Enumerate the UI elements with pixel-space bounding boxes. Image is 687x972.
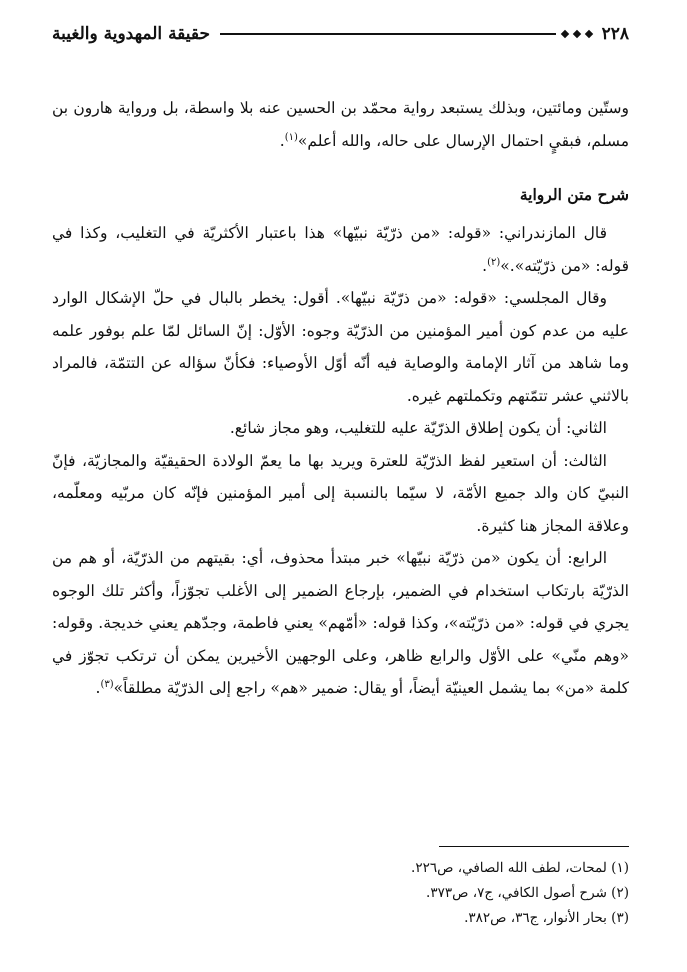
paragraph-second: الثاني: أن يكون إطلاق الذرّيّة عليه للتغليب، وهو مجاز شائع.	[229, 419, 607, 437]
running-header	[52, 20, 629, 48]
header-rule	[220, 31, 592, 37]
header-line	[220, 33, 556, 35]
paragraph-continuation: وستّين ومائتين، وبذلك يستبعد رواية محمّد بن الحسين عنه بلا واسطة، بل ورواية هارون بن مسلم، فبقيٍ احتمال الإرسال على حاله، والله أعلم»$^{(١)}$.	[52, 99, 629, 150]
paragraph-fourth: الرابع: أن يكون «من ذرّيّة نبيّها» خبر مبتدأ محذوف، أي: بقيتهم من الذرّيّة، أو هم من الذرّيّة بارتكاب استخدام في الضمير، بإرجاع الضمير إلى الأغلب تجوّزاً، وأكثر تلك الوجوه يجري في قوله: «من ذرّيّته»، وكذا قوله: «أمّهم» يعني فاطمة، وجدّهم يعني خديجة. وقوله: «وهم منّي» على الأوّل والرابع ظاهر، وعلى الوجهين الأخيرين يمكن أن ترتكب تجوّز في كلمة «من» بما يشمل العينيّة أيضاً، أو يقال: ضمير «هم» راجع إلى الذرّيّة مطلقاً»$^{(٣)}$.	[52, 549, 629, 697]
diamond-icon	[572, 30, 580, 38]
paragraph-third: الثالث: أن استعير لفظ الذرّيّة للعترة ويريد بها ما يعمّ الولادة الحقيقيّة والمجازيّة، فإنّ النبيّ كان والد جميع الأمّة، لا سيّما بالنسبة إلى أمير المؤمنين فإنّه كان مربّيه ومعلّمه، وعلاقة المجاز هنا كثيرة.	[52, 451, 629, 535]
paragraph-mazandarani: قال المازندراني: «قوله: «من ذرّيّة نبيّها» هذا باعتبار الأكثريّة في التغليب، وكذا في قوله: «من ذرّيّته».»$^{(٢)}$.	[52, 224, 629, 275]
diamond-icon	[560, 30, 568, 38]
header-ornament	[562, 31, 592, 37]
section-heading: شرح متن الرواية	[519, 185, 629, 204]
diamond-icon	[584, 30, 592, 38]
footnote-item: (٣) بحار الأنوار، ج٣٦، ص٣٨٢.	[464, 910, 629, 926]
footnote-ref: (٣)	[100, 678, 114, 690]
page-number: ٢٢٨	[601, 24, 629, 44]
footnote-ref: (٢)	[487, 256, 501, 268]
main-text	[52, 92, 629, 705]
book-title: حقيقة المهدوية والغيبة	[52, 24, 211, 44]
footnote-item: (١) لمحات، لطف الله الصافي، ص٢٢٦.	[411, 860, 629, 876]
footnotes	[52, 856, 629, 931]
paragraph-majlisi: وقال المجلسي: «قوله: «من ذرّيّة نبيّها». أقول: يخطر بالبال في حلّ الإشكال الوارد عليه من عدم كون أمير المؤمنين من الذرّيّة وجوه: الأوّل: إنّ السائل لمّا علم بوفور علمه وما شاهد من آثار الإمامة والوصاية فيه أنّه أوّل الأوصياء: فكأنّ سؤاله عن التتمّة، فالمراد بالاثني عشر تتمّتهم وتكملتهم غيره.	[52, 289, 629, 405]
footnote-ref: (١)	[284, 131, 298, 143]
page	[52, 20, 629, 952]
footnote-separator	[439, 846, 629, 847]
footnote-item: (٢) شرح أصول الكافي، ج٧، ص٣٧٣.	[426, 885, 629, 901]
